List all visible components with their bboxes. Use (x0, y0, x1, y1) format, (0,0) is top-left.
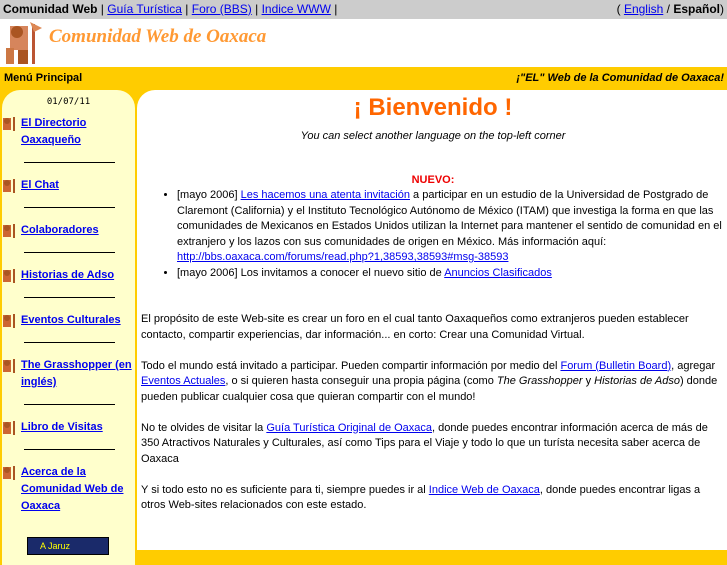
news-item (177, 188, 725, 266)
sidebar-item[interactable] (2, 115, 135, 149)
invitation-link[interactable]: Les hacemos una atenta invitación (240, 189, 410, 201)
nav-gap (2, 450, 135, 462)
sidebar-item[interactable] (2, 222, 135, 239)
language-hint: You can select another language on the top-left corner (300, 130, 566, 142)
nav-gap (2, 253, 135, 265)
main-content (137, 90, 727, 550)
text: , donde puedes encontrar ligas a otros Web-sites relacionados con este estado. (141, 483, 701, 511)
text: , o si quieren hasta conseguir una propia página (como (225, 375, 497, 387)
index-paragraph (141, 483, 725, 514)
language-selector (617, 0, 724, 19)
sidebar-item[interactable] (2, 419, 135, 436)
sidebar-item[interactable] (2, 357, 135, 391)
menu-principal-label: Menú Principal (4, 72, 83, 84)
jaruz-badge[interactable]: A Jaruz (27, 537, 109, 555)
nav-gap (2, 405, 135, 417)
nav-gap (2, 343, 135, 355)
news-list (177, 188, 725, 281)
lang-paren-close: ) (720, 2, 724, 16)
sidebar-link[interactable]: The Grasshopper (en inglés) (21, 359, 132, 388)
current-language: Español (673, 2, 720, 16)
sidebar-link[interactable]: Colaboradores (21, 224, 99, 236)
link-foro[interactable]: Foro (BBS) (191, 2, 252, 16)
guide-paragraph (141, 421, 725, 468)
zapotec-bullet-icon (2, 358, 18, 374)
zapotec-bullet-icon (2, 420, 18, 436)
index-link[interactable]: Indice Web de Oaxaca (428, 483, 540, 496)
news-heading: NUEVO: (411, 173, 455, 186)
nav-gap (2, 298, 135, 310)
grasshopper-title: The Grasshopper (496, 375, 583, 387)
sidebar-link[interactable]: Historias de Adso (21, 269, 115, 281)
sidebar-link[interactable]: Eventos Culturales (21, 314, 121, 326)
zapotec-bullet-icon (2, 116, 18, 132)
text: ) donde pueden publicar cualquier cosa que quieran compartir con el mundo! (141, 375, 718, 403)
sidebar-link[interactable]: El Directorio Oaxaqueño (21, 117, 87, 146)
zapotec-bullet-icon (2, 268, 18, 284)
guide-link[interactable]: Guía Turística Original de Oaxaca (266, 421, 433, 434)
news-text: a participar en un estudio de la Universidad de Postgrado de Claremont (California) y el Instituto Tecnológico Autónomo de México (ITAM) que investiga la forma en que las comunidades de Mexicanos en Estados Unidos utilizan la Internet para mantener el sentido de comunidad en el extranjero y los lazos con sus comunidades de origen en México. Más información aquí: (177, 189, 722, 248)
menu-bar (0, 67, 727, 90)
zapotec-bullet-icon (2, 178, 18, 194)
adso-title: Historias de Adso (594, 375, 680, 387)
lang-paren: ( (616, 2, 624, 16)
sidebar-item[interactable] (2, 464, 135, 515)
text: Y si todo esto no es suficiente para ti, siempre puedes ir al (141, 483, 429, 496)
date: 01/07/11 (46, 97, 91, 107)
top-nav-bar: Comunidad Web | Guía Turística | Foro (BBS) | Indice WWW | ( English / Español) (0, 0, 727, 19)
nav-gap (2, 208, 135, 220)
text: , agregar (671, 359, 716, 372)
sidebar-item[interactable] (2, 267, 135, 284)
zapotec-bullet-icon (2, 313, 18, 329)
nav-gap (2, 163, 135, 175)
text: Todo el mundo está invitado a participar. Pueden compartir información por medio del (141, 359, 561, 372)
events-link[interactable]: Eventos Actuales (141, 375, 226, 387)
welcome-heading: ¡ Bienvenido ! (353, 94, 513, 121)
slogan: ¡"EL" Web de la Comunidad de Oaxaca! (516, 72, 724, 84)
sidebar-link[interactable]: Libro de Visitas (21, 421, 103, 433)
zapotec-figure-logo (2, 20, 44, 66)
zapotec-bullet-icon (2, 223, 18, 239)
link-english[interactable]: English (623, 2, 664, 16)
news-date: [mayo 2006] (177, 189, 241, 201)
sidebar (2, 90, 135, 565)
current-section: Comunidad Web (3, 2, 98, 16)
lang-sep: / (663, 2, 674, 16)
text: No te olvides de visitar la (141, 421, 267, 434)
classifieds-link[interactable]: Anuncios Clasificados (444, 266, 552, 279)
site-title: Comunidad Web de Oaxaca (49, 26, 267, 47)
purpose-paragraph: El propósito de este Web-site es crear un foro en el cual tanto Oaxaqueños como extranjeros pueden establecer contacto, compartir experiencias, dar información... en corto: Crear una Comunidad Virtual. (141, 313, 689, 341)
text: y (582, 375, 595, 387)
forum-link[interactable]: Forum (Bulletin Board) (560, 359, 672, 372)
link-guia-turistica[interactable]: Guía Turística (107, 2, 182, 16)
news-text: [mayo 2006] Los invitamos a conocer el nuevo sitio de (177, 266, 445, 279)
link-indice-www[interactable]: Indice WWW (261, 2, 331, 16)
news-item (177, 266, 725, 282)
participate-paragraph (141, 359, 725, 406)
sidebar-link[interactable]: El Chat (21, 179, 59, 191)
header (0, 19, 727, 67)
forum-post-link[interactable]: http://bbs.oaxaca.com/forums/read.php?1,38593,38593#msg-38593 (177, 251, 509, 263)
sidebar-link[interactable]: Acerca de la Comunidad Web de Oaxaca (21, 466, 124, 512)
text: , donde puedes encontrar información acerca de más de 350 Atractivos Naturales y Culturales, así como Tips para el Viaje y todo lo que un turísta necesita saber acerca de Oaxaca (141, 421, 708, 465)
sidebar-item[interactable] (2, 177, 135, 194)
zapotec-bullet-icon (2, 465, 18, 481)
sidebar-item[interactable] (2, 312, 135, 329)
